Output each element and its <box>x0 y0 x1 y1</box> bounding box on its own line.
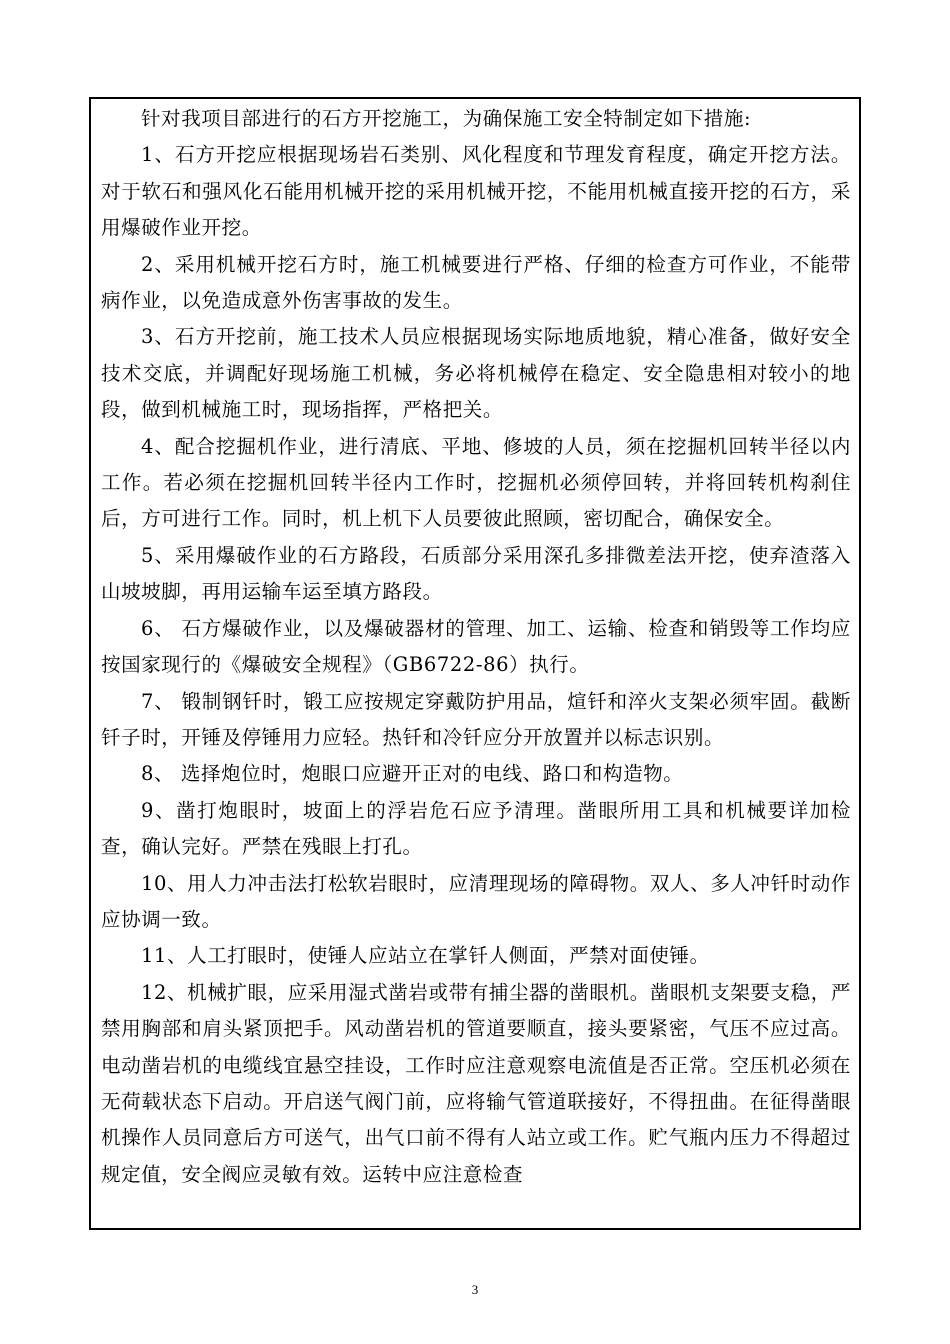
measure-paragraph-8: 8、 选择炮位时，炮眼口应避开正对的电线、路口和构造物。 <box>141 762 684 786</box>
measure-paragraph-4: 4、配合挖掘机作业，进行清底、平地、修坡的人员，须在挖掘机回转半径以内工作。若必须在挖掘机回转半径内工作时，挖掘机必须停回转，并将回转机构刹住后，方可进行工作。同时，机上机下人员要彼此照顾，密切配合，确保安全。 <box>101 434 851 531</box>
content-box <box>89 97 861 1230</box>
measure-paragraph-1: 1、石方开挖应根据现场岩石类别、风化程度和节理发育程度，确定开挖方法。对于软石和强风化石能用机械开挖的采用机械开挖，不能用机械直接开挖的石方，采用爆破作业开挖。 <box>101 143 851 240</box>
measure-paragraph-5: 5、采用爆破作业的石方路段，石质部分采用深孔多排微差法开挖，使弃渣落入山坡坡脚，再用运输车运至填方路段。 <box>101 543 851 604</box>
document-body <box>101 101 851 1193</box>
measure-paragraph-10: 10、用人力冲击法打松软岩眼时，应清理现场的障碍物。双人、多人冲钎时动作应协调一致。 <box>101 871 851 931</box>
measure-paragraph-3: 3、石方开挖前，施工技术人员应根据现场实际地质地貌，精心准备，做好安全技术交底，并调配好现场施工机械，务必将机械停在稳定、安全隐患相对较小的地段，做到机械施工时，现场指挥，严格把关。 <box>101 325 851 422</box>
page-number: 3 <box>471 1282 479 1297</box>
measure-paragraph-9: 9、凿打炮眼时，坡面上的浮岩危石应予清理。凿眼所用工具和机械要详加检查，确认完好。严禁在残眼上打孔。 <box>101 798 851 859</box>
measure-paragraph-12: 12、机械扩眼，应采用湿式凿岩或带有捕尘器的凿眼机。凿眼机支架要支稳，严禁用胸部和肩头紧顶把手。风动凿岩机的管道要顺直，接头要紧密，气压不应过高。电动凿岩机的电缆线宜悬空挂设，工作时应注意观察电流值是否正常。空压机必须在无荷载状态下启动。开启送气阀门前，应将输气管道联接好，不得扭曲。在征得凿眼机操作人员同意后方可送气，出气口前不得有人站立或工作。贮气瓶内压力不得超过规定值，安全阀应灵敏有效。运转中应注意检查 <box>101 980 851 1186</box>
measure-paragraph-7: 7、 锻制钢钎时，锻工应按规定穿戴防护用品，煊钎和淬火支架必须牢固。截断钎子时，开锤及停锤用力应轻。热钎和冷钎应分开放置并以标志识别。 <box>101 689 851 749</box>
measure-paragraph-6: 6、 石方爆破作业，以及爆破器材的管理、加工、运输、检查和销毁等工作均应按国家现行的《爆破安全规程》（GB6722-86）执行。 <box>101 616 851 677</box>
intro-paragraph: 针对我项目部进行的石方开挖施工，为确保施工安全特制定如下措施: <box>141 107 752 130</box>
measure-paragraph-11: 11、人工打眼时，使锤人应站立在掌钎人侧面，严禁对面使锤。 <box>141 944 710 968</box>
measure-paragraph-2: 2、采用机械开挖石方时，施工机械要进行严格、仔细的检查方可作业，不能带病作业，以免造成意外伤害事故的发生。 <box>101 252 851 313</box>
